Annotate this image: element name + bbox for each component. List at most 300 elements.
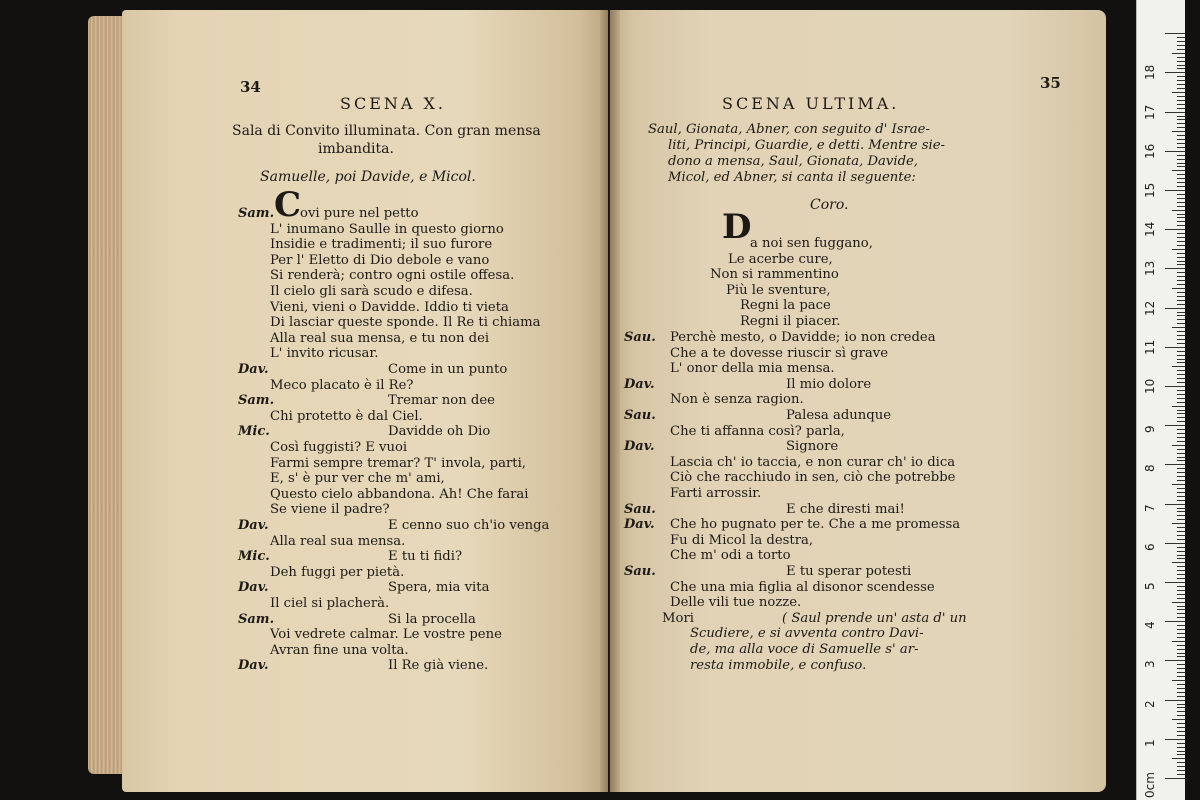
ruler-tick [1177, 476, 1185, 477]
ruler-tick [1177, 100, 1185, 101]
ruler-tick [1177, 613, 1185, 614]
dialogue-line: Come in un punto [388, 362, 508, 377]
ruler-tick [1177, 754, 1185, 755]
ruler-tick [1177, 539, 1185, 540]
speaker-label: Mic. [238, 424, 270, 440]
dialogue-line: Voi vedrete calmar. Le vostre pene [270, 627, 502, 643]
ruler-tick [1177, 551, 1185, 552]
ruler-tick [1172, 327, 1185, 328]
dialogue-line: Alla real sua mensa, e tu non dei [270, 330, 490, 346]
ruler-tick [1177, 80, 1185, 81]
chorus-title: Coro. [810, 197, 849, 213]
ruler-tick [1177, 296, 1185, 297]
ruler-tick [1177, 202, 1185, 203]
stage-direction-line: Sala di Convito illuminata. Con gran mensa [232, 123, 541, 139]
ruler-tick [1177, 609, 1185, 610]
ruler-tick [1177, 135, 1185, 136]
ruler-tick [1177, 711, 1185, 712]
ruler-tick [1177, 245, 1185, 246]
ruler-tick [1177, 488, 1185, 489]
dialogue-line: E tu sperar potesti [786, 564, 912, 579]
ruler-tick [1165, 190, 1185, 191]
ruler-tick [1165, 700, 1185, 701]
scene-title: SCENA X. [340, 94, 446, 113]
ruler-label: 16 [1143, 143, 1157, 159]
speaker-label: Sau. [624, 408, 656, 423]
ruler-tick [1177, 519, 1185, 520]
ruler-tick [1177, 178, 1185, 179]
ruler-tick [1177, 182, 1185, 183]
ruler-tick [1165, 229, 1185, 230]
dialogue-line: Chi protetto è dal Ciel. [270, 408, 423, 424]
ruler-tick [1177, 45, 1185, 46]
ruler-tick [1165, 112, 1185, 113]
ruler-tick [1172, 366, 1185, 367]
drop-cap: D [722, 207, 752, 247]
ruler-tick [1177, 217, 1185, 218]
ruler-tick [1177, 684, 1185, 685]
dialogue-line: ovi pure nel petto [300, 206, 419, 221]
ruler-tick [1177, 410, 1185, 411]
drop-cap: C [274, 185, 302, 225]
page-number: 35 [1040, 74, 1061, 92]
ruler-tick [1177, 645, 1185, 646]
ruler-tick [1177, 735, 1185, 736]
speaker-label: Sau. [624, 330, 656, 345]
stage-direction-line: resta immobile, e confuso. [690, 657, 867, 673]
ruler-tick [1177, 272, 1185, 273]
ruler-tick [1177, 362, 1185, 363]
ruler-tick [1172, 602, 1185, 603]
characters-line: Samuelle, poi Davide, e Micol. [260, 169, 476, 185]
dialogue-line: Che una mia figlia al disonor scendesse [670, 579, 935, 595]
stage-direction-line: Micol, ed Abner, si canta il seguente: [668, 170, 916, 185]
dialogue-line: Che a te dovesse riuscir sì grave [670, 345, 889, 361]
ruler-tick [1177, 390, 1185, 391]
ruler-tick [1177, 319, 1185, 320]
ruler-tick [1172, 53, 1185, 54]
ruler-tick [1177, 637, 1185, 638]
chorus-line: Le acerbe cure, [728, 251, 833, 267]
dialogue-line: Vieni, vieni o Davidde. Iddio ti vieta [270, 299, 509, 315]
ruler-tick [1177, 606, 1185, 607]
speaker-label: Dav. [238, 518, 269, 533]
ruler-tick [1177, 84, 1185, 85]
book-gutter [600, 10, 620, 792]
ruler-tick [1172, 249, 1185, 250]
ruler-tick [1177, 155, 1185, 156]
stage-direction-line: Saul, Gionata, Abner, con seguito d' Israe- [648, 122, 930, 137]
dialogue-line: Tremar non dee [388, 393, 495, 409]
dialogue-line: Il Re già viene. [388, 658, 489, 674]
ruler-tick [1177, 221, 1185, 222]
ruler-tick [1177, 394, 1185, 395]
dialogue-line: Che ho pugnato per te. Che a me promessa [670, 517, 961, 533]
scene-title: SCENA ULTIMA. [722, 94, 900, 113]
ruler-tick [1177, 629, 1185, 630]
speaker-label: Sam. [238, 206, 275, 221]
speaker-label: Dav. [238, 658, 269, 674]
dialogue-line: Signore [786, 439, 839, 455]
speaker-label: Sam. [238, 393, 275, 409]
ruler-tick [1165, 739, 1185, 740]
ruler-tick [1177, 323, 1185, 324]
ruler-tick [1177, 139, 1185, 140]
ruler-tick [1172, 131, 1185, 132]
dialogue-line: Fu di Micol la destra, [670, 532, 814, 548]
ruler-tick [1177, 206, 1185, 207]
ruler-tick [1177, 41, 1185, 42]
ruler-tick [1177, 370, 1185, 371]
ruler-tick [1177, 531, 1185, 532]
ruler-tick [1177, 692, 1185, 693]
ruler-tick [1177, 343, 1185, 344]
ruler-tick [1177, 594, 1185, 595]
ruler-tick [1177, 280, 1185, 281]
dialogue-line: Farmi sempre tremar? T' invola, parti, [270, 455, 526, 471]
ruler-label: 12 [1143, 300, 1157, 316]
ruler-tick [1177, 668, 1185, 669]
ruler-tick [1177, 116, 1185, 117]
ruler-tick [1177, 312, 1185, 313]
chorus-line: Regni la pace [740, 298, 831, 314]
speaker-label: Dav. [624, 517, 655, 533]
measurement-ruler [1136, 0, 1185, 800]
ruler-tick [1177, 766, 1185, 767]
stage-direction-line: de, ma alla voce di Samuelle s' ar- [690, 642, 919, 657]
speaker-label: Sam. [238, 611, 275, 627]
speaker-label: Dav. [624, 376, 655, 392]
ruler-tick [1172, 758, 1185, 759]
ruler-tick [1177, 453, 1185, 454]
speaker-label: Sau. [624, 501, 656, 517]
dialogue-line: Non è senza ragion. [670, 392, 804, 408]
ruler-tick [1177, 225, 1185, 226]
ruler-tick [1165, 543, 1185, 544]
ruler-tick [1177, 96, 1185, 97]
ruler-tick [1177, 163, 1185, 164]
ruler-tick [1172, 406, 1185, 407]
ruler-tick [1177, 241, 1185, 242]
ruler-tick [1165, 621, 1185, 622]
dialogue-line: Il ciel si placherà. [270, 596, 390, 611]
dialogue-line: L' onor della mia mensa. [670, 361, 835, 377]
dialogue-line: Lascia ch' io taccia, e non curar ch' io dica [670, 454, 956, 470]
ruler-tick [1177, 598, 1185, 599]
ruler-tick [1177, 731, 1185, 732]
ruler-tick [1177, 433, 1185, 434]
ruler-label: 6 [1143, 543, 1157, 551]
stage-direction-line: liti, Principi, Guardie, e detti. Mentre sie- [668, 138, 946, 153]
ruler-tick [1177, 688, 1185, 689]
ruler-tick [1165, 308, 1185, 309]
ruler-label: 10 [1143, 378, 1157, 394]
ruler-tick [1177, 511, 1185, 512]
dialogue-line: Palesa adunque [786, 408, 892, 423]
dialogue-line: Perchè mesto, o Davidde; io non credea [670, 330, 936, 345]
ruler-tick [1177, 339, 1185, 340]
ruler-tick [1172, 562, 1185, 563]
dialogue-line: Il cielo gli sarà scudo e difesa. [270, 284, 473, 299]
ruler-tick [1177, 417, 1185, 418]
ruler-tick [1177, 500, 1185, 501]
dialogue-line: Che m' odi a torto [670, 548, 791, 564]
ruler-tick [1177, 253, 1185, 254]
ruler-tick [1177, 119, 1185, 120]
ruler-tick [1177, 198, 1185, 199]
ruler-tick [1177, 460, 1185, 461]
dialogue-line: E, s' è pur ver che m' ami, [270, 471, 445, 487]
ruler-tick [1165, 33, 1185, 34]
dialogue-line: Mori [662, 610, 694, 626]
open-book [88, 10, 1106, 792]
ruler-tick [1177, 214, 1185, 215]
ruler-tick [1177, 143, 1185, 144]
ruler-tick [1177, 351, 1185, 352]
ruler-label: 3 [1143, 660, 1157, 669]
ruler-tick [1177, 359, 1185, 360]
speaker-label: Dav. [238, 580, 269, 596]
ruler-tick [1165, 151, 1185, 152]
ruler-tick [1177, 421, 1185, 422]
dialogue-line: Si renderà; contro ogni ostile offesa. [270, 268, 515, 284]
ruler-tick [1177, 570, 1185, 571]
ruler-tick [1165, 347, 1185, 348]
ruler-tick [1177, 527, 1185, 528]
stage-direction-line: dono a mensa, Saul, Gionata, Davide, [668, 154, 919, 169]
ruler-tick [1165, 464, 1185, 465]
ruler-label: 8 [1143, 464, 1157, 473]
ruler-tick [1177, 515, 1185, 516]
ruler-tick [1177, 49, 1185, 50]
ruler-tick [1177, 194, 1185, 195]
ruler-tick [1165, 582, 1185, 583]
ruler-tick [1177, 649, 1185, 650]
dialogue-line: Deh fuggi per pietà. [270, 564, 405, 580]
ruler-tick [1177, 468, 1185, 469]
ruler-tick [1172, 288, 1185, 289]
ruler-label: 9 [1143, 425, 1157, 434]
ruler-tick [1165, 268, 1185, 269]
dialogue-line: L' invito ricusar. [270, 346, 379, 362]
dialogue-line: Il mio dolore [786, 376, 872, 392]
ruler-tick [1177, 57, 1185, 58]
ruler-tick [1177, 261, 1185, 262]
dialogue-line: Alla real sua mensa. [270, 533, 406, 549]
ruler-tick [1177, 76, 1185, 77]
ruler-tick [1177, 413, 1185, 414]
ruler-tick [1177, 743, 1185, 744]
dialogue-line: Delle vili tue nozze. [670, 595, 802, 611]
ruler-tick [1177, 123, 1185, 124]
dialogue-line: Insidie e tradimenti; il suo furore [270, 237, 493, 253]
ruler-tick [1177, 61, 1185, 62]
ruler-tick [1177, 237, 1185, 238]
ruler-tick [1177, 472, 1185, 473]
ruler-tick [1177, 715, 1185, 716]
ruler-tick [1172, 92, 1185, 93]
ruler-tick [1177, 104, 1185, 105]
ruler-tick [1177, 276, 1185, 277]
ruler-tick [1177, 382, 1185, 383]
ruler-label: 0cm [1143, 772, 1157, 798]
ruler-tick [1177, 127, 1185, 128]
ruler-tick [1177, 496, 1185, 497]
ruler-tick [1177, 762, 1185, 763]
ruler-tick [1177, 315, 1185, 316]
speaker-label: Mic. [238, 549, 270, 565]
ruler-tick [1177, 441, 1185, 442]
ruler-tick [1165, 778, 1185, 779]
dialogue-line: Spera, mia vita [388, 580, 490, 596]
dialogue-line: L' inumano Saulle in questo giorno [270, 221, 504, 237]
chorus-line: Non si rammentino [710, 267, 839, 283]
dialogue-line: Di lasciar queste sponde. Il Re ti chiama [270, 315, 541, 331]
ruler-tick [1177, 292, 1185, 293]
ruler-tick [1177, 633, 1185, 634]
ruler-label: 4 [1143, 621, 1157, 630]
chorus-line: Regni il piacer. [740, 314, 841, 329]
ruler-tick [1172, 445, 1185, 446]
chorus-line: a noi sen fuggano, [750, 236, 873, 251]
ruler-tick [1165, 425, 1185, 426]
dialogue-line: Se viene il padre? [270, 502, 390, 518]
left-page [122, 10, 608, 792]
ruler-tick [1177, 65, 1185, 66]
ruler-tick [1177, 186, 1185, 187]
ruler-tick [1177, 233, 1185, 234]
stage-direction-line: Scudiere, e si avventa contro Davi- [690, 626, 924, 642]
ruler-tick [1177, 108, 1185, 109]
ruler-tick [1177, 664, 1185, 665]
dialogue-line: Avran fine una volta. [270, 642, 409, 658]
dialogue-line: E tu ti fidi? [388, 549, 463, 565]
ruler-tick [1177, 355, 1185, 356]
dialogue-line: Questo cielo abbandona. Ah! Che farai [270, 486, 529, 502]
ruler-tick [1177, 37, 1185, 38]
ruler-tick [1177, 747, 1185, 748]
dialogue-line: E che diresti mai! [786, 501, 905, 517]
ruler-tick [1177, 617, 1185, 618]
ruler-tick [1172, 719, 1185, 720]
dialogue-line: Per l' Eletto di Dio debole e vano [270, 252, 490, 268]
ruler-tick [1177, 68, 1185, 69]
ruler-tick [1165, 386, 1185, 387]
ruler-label: 1 [1143, 739, 1157, 747]
right-page [610, 10, 1106, 792]
ruler-tick [1177, 480, 1185, 481]
ruler-tick [1165, 504, 1185, 505]
ruler-label: 15 [1143, 182, 1157, 198]
dialogue-line: Così fuggisti? E vuoi [270, 440, 408, 455]
ruler-tick [1177, 751, 1185, 752]
ruler-tick [1177, 586, 1185, 587]
ruler-tick [1177, 653, 1185, 654]
dialogue-line: Che ti affanna così? parla, [670, 423, 845, 439]
ruler-tick [1177, 555, 1185, 556]
ruler-tick [1177, 166, 1185, 167]
ruler-tick [1172, 484, 1185, 485]
ruler-tick [1177, 704, 1185, 705]
ruler-tick [1177, 300, 1185, 301]
ruler-tick [1177, 147, 1185, 148]
ruler-tick [1177, 402, 1185, 403]
ruler-tick [1177, 335, 1185, 336]
dialogue-line: Farti arrossir. [670, 486, 762, 501]
ruler-tick [1177, 174, 1185, 175]
ruler-tick [1177, 331, 1185, 332]
ruler-tick [1177, 88, 1185, 89]
ruler-tick [1177, 727, 1185, 728]
ruler-tick [1177, 547, 1185, 548]
ruler-tick [1177, 437, 1185, 438]
ruler-tick [1172, 641, 1185, 642]
dialogue-line: Davidde oh Dio [388, 424, 491, 440]
ruler-tick [1177, 284, 1185, 285]
ruler-label: 18 [1143, 65, 1157, 81]
ruler-tick [1177, 656, 1185, 657]
ruler-tick [1177, 574, 1185, 575]
dialogue-line: Meco placato è il Re? [270, 377, 414, 393]
speaker-label: Sau. [624, 564, 656, 579]
ruler-tick [1177, 378, 1185, 379]
ruler-label: 14 [1143, 221, 1157, 238]
ruler-tick [1172, 210, 1185, 211]
ruler-label: 13 [1143, 261, 1157, 277]
ruler-tick [1177, 625, 1185, 626]
ruler-tick [1177, 264, 1185, 265]
ruler-tick [1177, 257, 1185, 258]
ruler-tick [1177, 723, 1185, 724]
ruler-label: 17 [1143, 104, 1157, 120]
speaker-label: Dav. [238, 362, 269, 377]
ruler-tick [1177, 535, 1185, 536]
ruler-tick [1177, 566, 1185, 567]
ruler-tick [1177, 696, 1185, 697]
dialogue-line: Ciò che racchiudo in sen, ciò che potrebbe [670, 470, 956, 486]
ruler-tick [1177, 770, 1185, 771]
ruler-label: 11 [1143, 339, 1157, 355]
ruler-tick [1177, 449, 1185, 450]
ruler-label: 2 [1143, 699, 1157, 708]
ruler-tick [1177, 558, 1185, 559]
ruler-tick [1165, 660, 1185, 661]
ruler-tick [1177, 304, 1185, 305]
dialogue-line: E cenno suo ch'io venga [388, 518, 550, 533]
ruler-tick [1172, 170, 1185, 171]
ruler-tick [1177, 672, 1185, 673]
ruler-tick [1177, 159, 1185, 160]
ruler-tick [1172, 523, 1185, 524]
ruler-tick [1177, 590, 1185, 591]
stage-direction-line: imbandita. [318, 141, 394, 157]
stage-direction-line: ( Saul prende un' asta d' un [782, 610, 967, 626]
ruler-tick [1177, 676, 1185, 677]
ruler-tick [1177, 429, 1185, 430]
ruler-label: 5 [1143, 582, 1157, 590]
ruler-tick [1172, 680, 1185, 681]
ruler-tick [1177, 774, 1185, 775]
ruler-tick [1177, 492, 1185, 493]
ruler-tick [1177, 508, 1185, 509]
chorus-line: Più le sventure, [726, 282, 831, 298]
page-number: 34 [240, 78, 261, 96]
ruler-label: 7 [1143, 503, 1157, 512]
ruler-tick [1177, 707, 1185, 708]
ruler-tick [1177, 457, 1185, 458]
ruler-tick [1177, 398, 1185, 399]
ruler-tick [1177, 578, 1185, 579]
